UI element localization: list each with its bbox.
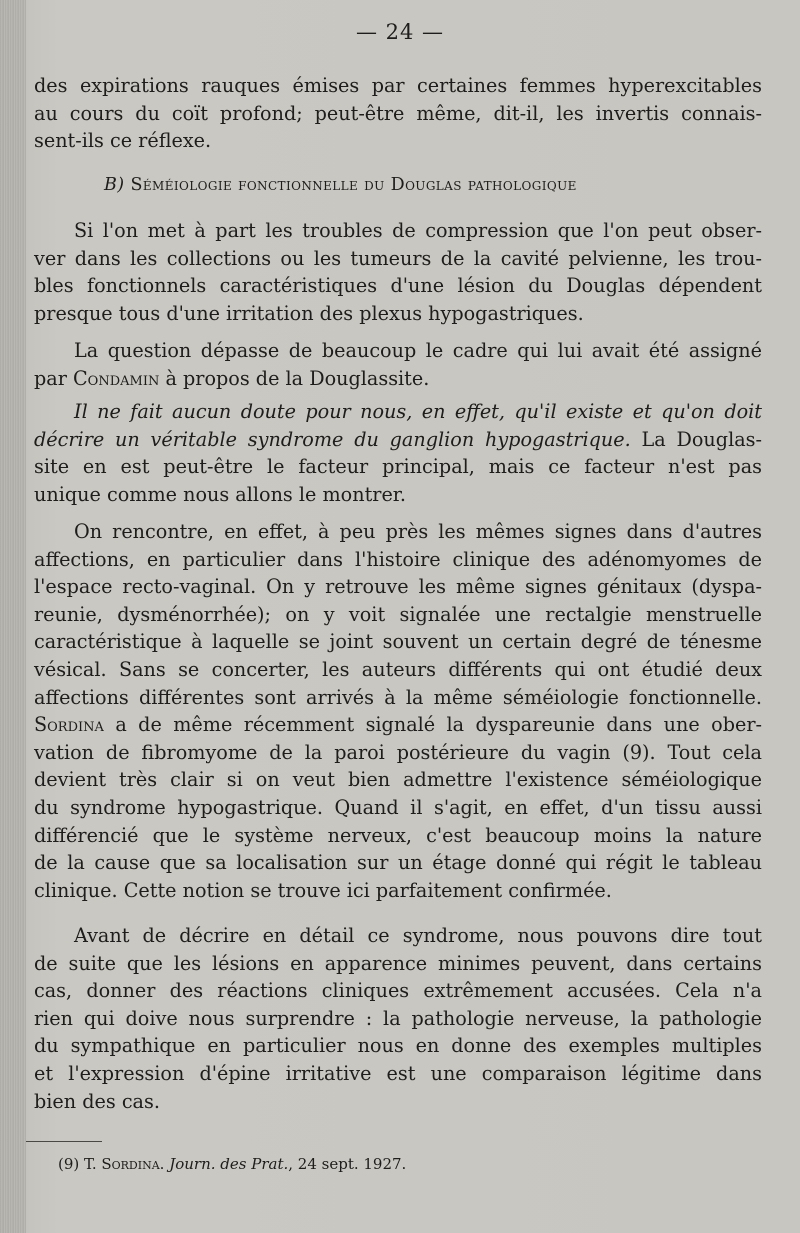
text-line: au cours du coït profond; peut-être même, dit-il, les invertis connais- [34, 101, 762, 125]
text-line: bien des cas. [34, 1089, 160, 1113]
text-line: Avant de décrire en détail ce syndrome, nous pouvons dire tout [74, 924, 762, 947]
text-line: du sympathique en particulier nous en donne des exemples multiples [34, 1034, 762, 1058]
text-line: affections différentes sont arrivés à la même séméiologie fonctionnelle. [34, 685, 762, 709]
text-line: vésical. Sans se concerter, les auteurs différents qui ont étudié deux [34, 657, 762, 681]
text-span: par [34, 366, 73, 390]
text-line: Si l'on met à part les troubles de compression que l'on peut obser- [74, 219, 762, 242]
footnote-date: , 24 sept. 1927. [288, 1155, 407, 1173]
text-span: a de même récemment signalé la dyspareunie dans une ober- [103, 713, 762, 737]
author-name: Sordina [34, 713, 104, 737]
text-line: La question dépasse de beaucoup le cadre qui lui avait été assigné [74, 339, 762, 362]
paragraph-6 [34, 922, 762, 1115]
text-span: à propos de la Douglassite. [159, 366, 430, 390]
text-line: reunie, dysménorrhée); on y voit signalée une rectalgie menstruelle [34, 602, 762, 626]
section-title: Séméiologie fonctionnelle du Douglas pathologique [130, 175, 577, 195]
footnote-marker: (9) T. [58, 1155, 102, 1173]
text-line: On rencontre, en effet, à peu près les mêmes signes dans d'autres [74, 520, 762, 543]
italic-span: décrire un véritable syndrome du ganglion hypogastrique. [34, 427, 631, 451]
text-line: et l'expression d'épine irritative est une comparaison légitime dans [34, 1061, 762, 1085]
footnote-author: Sordina [101, 1155, 160, 1173]
text-line: l'espace recto-vaginal. On y retrouve les même signes génitaux (dyspa- [34, 575, 762, 599]
footnote: (9) T. Sordina. Journ. des Prat., 24 sept. 1927. [58, 1155, 407, 1173]
text-line: devient très clair si on veut bien admettre l'existence séméiologique [34, 768, 762, 792]
footnote-divider [26, 1141, 102, 1142]
text-line: ver dans les collections ou les tumeurs de la cavité pelvienne, les trou- [34, 246, 762, 270]
text-line: de la cause que sa localisation sur un étage donné qui régit le tableau [34, 851, 762, 875]
paragraph-2 [34, 217, 762, 327]
paragraph-4 [34, 398, 762, 508]
text-line: unique comme nous allons le montrer. [34, 482, 406, 506]
section-letter: B) [104, 175, 125, 195]
text-line: affections, en particulier dans l'histoire clinique des adénomyomes de [34, 547, 762, 571]
text-line: caractéristique à laquelle se joint souvent un certain degré de ténesme [34, 630, 762, 654]
paragraph-3 [34, 337, 762, 392]
text-line [34, 365, 762, 393]
footnote-journal: Journ. des Prat. [169, 1155, 289, 1173]
author-name: Condamin [73, 366, 160, 390]
text-line: clinique. Cette notion se trouve ici parfaitement confirmée. [34, 878, 612, 902]
paragraph-1 [34, 72, 762, 155]
text-line: sent-ils ce réflexe. [34, 129, 212, 153]
text-line [34, 426, 762, 454]
text-line: vation de fibromyome de la paroi postérieure du vagin (9). Tout cela [34, 740, 762, 764]
paragraph-5 [34, 518, 762, 904]
section-heading [104, 175, 577, 195]
text-line [34, 711, 762, 739]
text-line: rien qui doive nous surprendre : la pathologie nerveuse, la pathologie [34, 1006, 762, 1030]
text-line: cas, donner des réactions cliniques extrêmement accusées. Cela n'a [34, 979, 762, 1003]
text-line: du syndrome hypogastrique. Quand il s'agit, en effet, d'un tissu aussi [34, 795, 762, 819]
text-line: de suite que les lésions en apparence minimes peuvent, dans certains [34, 951, 762, 975]
text-span: La Douglas- [630, 427, 762, 451]
text-line: différencié que le système nerveux, c'est beaucoup moins la nature [34, 823, 762, 847]
text-line: presque tous d'une irritation des plexus hypogastriques. [34, 301, 584, 325]
book-binding-edge [0, 0, 26, 1233]
page-number: — 24 — [355, 20, 445, 44]
text-line: site en est peut-être le facteur principal, mais ce facteur n'est pas [34, 455, 762, 479]
text-line: bles fonctionnels caractéristiques d'une lésion du Douglas dépendent [34, 274, 762, 298]
text-line: des expirations rauques émises par certaines femmes hyperexcitables [34, 74, 762, 97]
text-line: Il ne fait aucun doute pour nous, en effet, qu'il existe et qu'on doit [74, 400, 762, 423]
